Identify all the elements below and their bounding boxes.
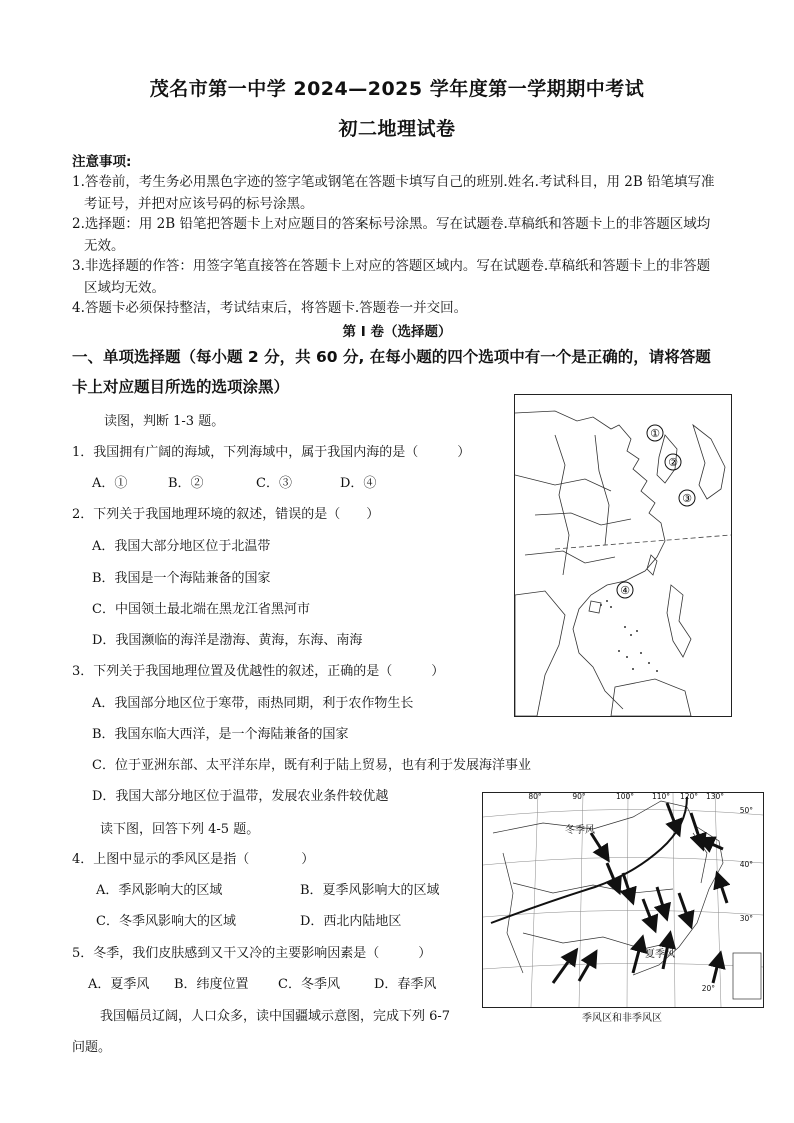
question-1: 1．我国拥有广阔的海域，下列海域中，属于我国内海的是（ ） xyxy=(72,445,471,460)
q1-option-b[interactable]: B．② xyxy=(168,476,204,491)
q4-option-a[interactable]: A．季风影响大的区域 xyxy=(96,883,223,898)
notice-line: 3.非选择题的作答：用签字笔直接答在答题卡上对应的答题区域内。写在试题卷.草稿纸和答题卡上的非答题 xyxy=(72,258,711,274)
notice-heading: 注意事项: xyxy=(72,154,132,170)
notice-line: 考证号，并把对应该号码的标号涂黑。 xyxy=(84,196,314,212)
q3-option-b[interactable]: B．我国东临大西洋，是一个海陆兼备的国家 xyxy=(92,727,349,742)
monsoon-map xyxy=(482,792,764,1008)
q4-option-c[interactable]: C．冬季风影响大的区域 xyxy=(96,914,236,929)
monsoon-map-caption: 季风区和非季风区 xyxy=(582,1013,662,1024)
lat-tick: 30° xyxy=(739,914,753,923)
notice-line: 4.答题卡必须保持整洁，考试结束后，将答题卡.答题卷一并交回。 xyxy=(72,300,468,316)
summer-monsoon-label: 夏季风 xyxy=(645,949,675,960)
lat-tick: 20° xyxy=(701,984,715,993)
lon-tick: 90° xyxy=(572,793,586,801)
q2-option-a[interactable]: A．我国大部分地区位于北温带 xyxy=(92,539,271,554)
lon-tick: 80° xyxy=(528,793,542,801)
q5-option-d[interactable]: D．春季风 xyxy=(374,977,437,992)
notice-line: 2.选择题：用 2B 铅笔把答题卡上对应题目的答案标号涂黑。写在试题卷.草稿纸和答题卡上的非答题区域均 xyxy=(72,216,711,232)
sea-marker-2: ② xyxy=(668,456,678,469)
q3-option-d[interactable]: D．我国大部分地区位于温带，发展农业条件较优越 xyxy=(92,789,389,804)
question-5: 5．冬季，我们皮肤感到又干又冷的主要影响因素是（ ） xyxy=(72,946,432,961)
notice-line: 区域均无效。 xyxy=(84,280,165,296)
q5-option-c[interactable]: C．冬季风 xyxy=(278,977,340,992)
q4-option-d[interactable]: D．西北内陆地区 xyxy=(300,914,402,929)
q1-option-d[interactable]: D．④ xyxy=(340,476,377,491)
lon-tick: 100° xyxy=(615,793,635,801)
sea-marker-1: ① xyxy=(650,427,660,440)
china-seas-map xyxy=(514,394,732,717)
notice-line: 无效。 xyxy=(84,238,125,254)
exam-title: 茂名市第一中学 2024—2025 学年度第一学期期中考试 xyxy=(149,78,645,100)
lat-tick: 40° xyxy=(739,860,753,869)
winter-monsoon-label: 冬季风 xyxy=(565,825,595,836)
lon-tick: 130° xyxy=(705,793,725,801)
section-heading-cont: 卡上对应题目所选的选项涂黑） xyxy=(72,378,290,396)
sea-marker-4: ④ xyxy=(620,584,630,597)
part-heading: 第 I 卷（选择题） xyxy=(342,324,452,340)
q2-option-d[interactable]: D．我国濒临的海洋是渤海、黄海，东海、南海 xyxy=(92,633,363,648)
q2-option-c[interactable]: C．中国领土最北端在黑龙江省黑河市 xyxy=(92,602,310,617)
question-2: 2．下列关于我国地理环境的叙述，错误的是（ ） xyxy=(72,507,380,522)
question-4: 4．上图中显示的季风区是指（ ） xyxy=(72,852,315,867)
notice-line: 1.答卷前，考生务必用黑色字迹的签字笔或钢笔在答题卡填写自己的班别.姓名.考试科目，用 2B 铅笔填写准 xyxy=(72,174,715,190)
monsoon-map-graphic xyxy=(483,793,763,1007)
intro-text: 读图，判断 1-3 题。 xyxy=(104,414,225,429)
q5-option-b[interactable]: B．纬度位置 xyxy=(174,977,249,992)
q3-option-c[interactable]: C．位于亚洲东部、太平洋东岸，既有利于陆上贸易，也有利于发展海洋事业 xyxy=(92,758,531,773)
intro-text: 读下图，回答下列 4-5 题。 xyxy=(100,822,260,837)
exam-subtitle: 初二地理试卷 xyxy=(338,118,456,140)
q5-option-a[interactable]: A．夏季风 xyxy=(88,977,150,992)
q3-option-a[interactable]: A．我国部分地区位于寒带，雨热同期，利于农作物生长 xyxy=(92,696,414,711)
china-seas-map-graphic xyxy=(515,395,731,716)
q4-option-b[interactable]: B．夏季风影响大的区域 xyxy=(300,883,440,898)
q2-option-b[interactable]: B．我国是一个海陆兼备的国家 xyxy=(92,571,271,586)
section-heading: 一、单项选择题（每小题 2 分，共 60 分, 在每小题的四个选项中有一个是正确的，请将答题 xyxy=(72,348,711,366)
q1-option-a[interactable]: A．① xyxy=(92,476,128,491)
question-3: 3．下列关于我国地理位置及优越性的叙述，正确的是（ ） xyxy=(72,664,445,679)
sea-marker-3: ③ xyxy=(682,492,692,505)
lat-tick: 50° xyxy=(739,806,753,815)
q1-option-c[interactable]: C．③ xyxy=(256,476,292,491)
lon-tick: 110° xyxy=(651,793,671,801)
intro-text-cont: 问题。 xyxy=(72,1040,112,1055)
intro-text: 我国幅员辽阔，人口众多，读中国疆域示意图，完成下列 6-7 xyxy=(100,1009,451,1024)
lon-tick: 120° xyxy=(679,793,699,801)
